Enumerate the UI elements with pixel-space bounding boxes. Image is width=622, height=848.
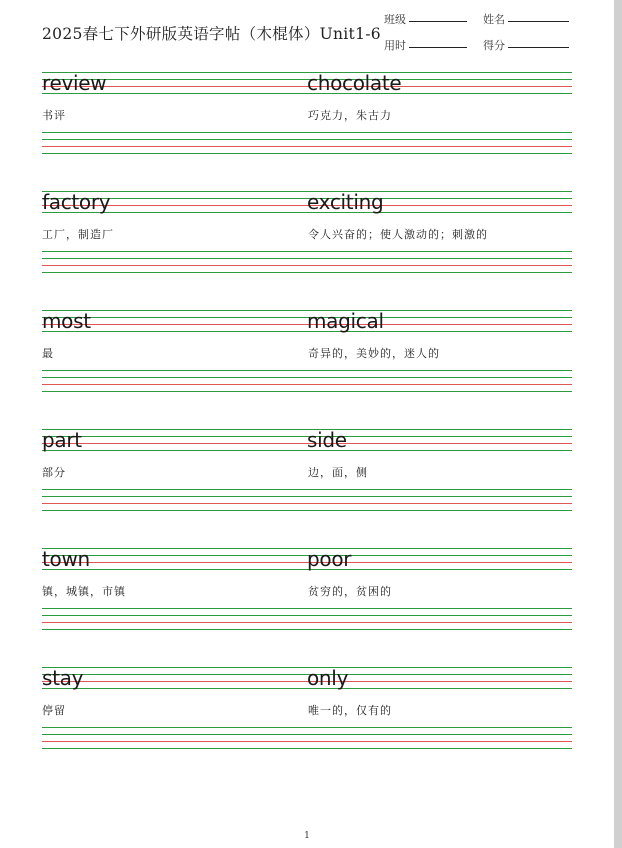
chinese-meaning: 令人兴奋的；使人激动的；刺激的 xyxy=(308,228,488,241)
name-label: 姓名 xyxy=(483,13,505,26)
chinese-meaning: 边，面，侧 xyxy=(308,466,368,479)
vocab-row xyxy=(42,191,572,301)
class-label: 班级 xyxy=(384,13,406,26)
english-word: part xyxy=(42,428,82,452)
chinese-meaning: 贫穷的，贫困的 xyxy=(308,585,392,598)
page-number: 1 xyxy=(304,831,310,841)
vocab-row xyxy=(42,310,572,420)
chinese-meaning: 奇异的，美妙的，迷人的 xyxy=(308,347,440,360)
name-blank-line xyxy=(508,21,569,22)
vocab-row xyxy=(42,548,572,658)
class-blank-line xyxy=(409,21,467,22)
chinese-meaning: 工厂，制造厂 xyxy=(42,228,114,241)
english-word: chocolate xyxy=(307,71,402,95)
english-word: side xyxy=(307,428,347,452)
chinese-meaning: 停留 xyxy=(42,704,66,717)
vocab-row xyxy=(42,72,572,182)
english-word: review xyxy=(42,71,107,95)
english-word: only xyxy=(307,666,349,690)
vocab-row xyxy=(42,667,572,777)
english-word: town xyxy=(42,547,90,571)
page-title: 2025春七下外研版英语字帖（木棍体）Unit1-6 xyxy=(42,25,381,43)
vocab-row xyxy=(42,429,572,539)
english-word: stay xyxy=(42,666,84,690)
chinese-meaning: 巧克力，朱古力 xyxy=(308,109,392,122)
english-word: most xyxy=(42,309,91,333)
score-blank-line xyxy=(508,47,569,48)
english-word: magical xyxy=(307,309,384,333)
chinese-meaning: 唯一的，仅有的 xyxy=(308,704,392,717)
english-word: poor xyxy=(307,547,352,571)
time-label: 用时 xyxy=(384,39,406,52)
chinese-meaning: 镇，城镇，市镇 xyxy=(42,585,126,598)
english-word: factory xyxy=(42,190,111,214)
time-blank-line xyxy=(409,47,467,48)
chinese-meaning: 书评 xyxy=(42,109,66,122)
score-label: 得分 xyxy=(483,39,505,52)
viewer-scroll-gutter xyxy=(614,0,622,848)
english-word: exciting xyxy=(307,190,384,214)
chinese-meaning: 最 xyxy=(42,347,54,360)
chinese-meaning: 部分 xyxy=(42,466,66,479)
